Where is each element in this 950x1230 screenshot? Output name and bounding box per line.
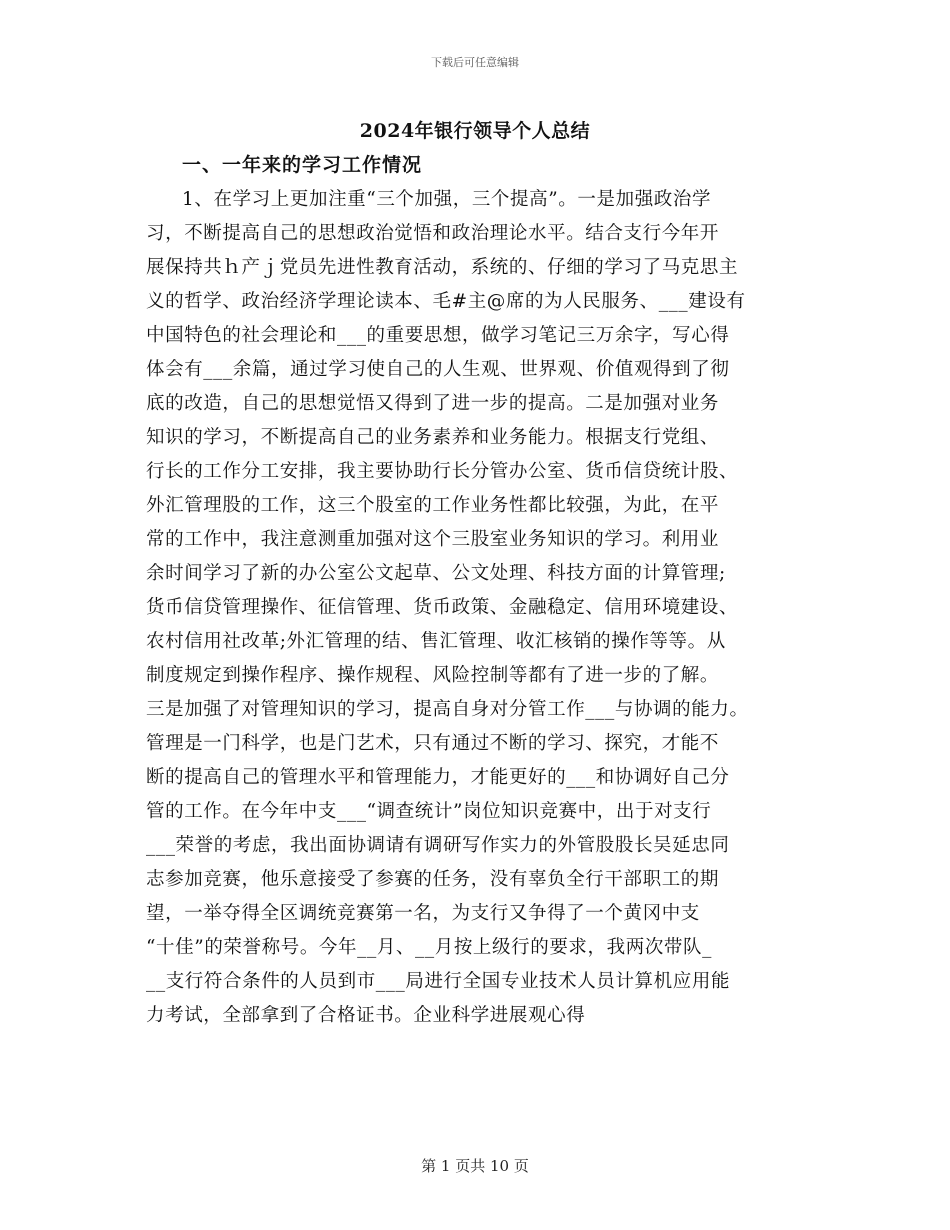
text-line: 1、在学习上更加注重“三个加强，三个提高”。一是加强政治学: [182, 189, 712, 210]
text-line: 中国特色的社会理论和___的重要思想，做学习笔记三万余字，写心得: [146, 325, 730, 346]
page-footer: 第 1 页共 10 页: [421, 1157, 529, 1175]
text-line: 底的改造，自己的思想觉悟又得到了进一步的提高。二是加强对业务: [146, 393, 720, 414]
text-line: 体会有___余篇，通过学习使自己的人生观、世界观、价值观得到了彻: [146, 359, 730, 380]
text-line: “十佳”的荣誉称号。今年__月、__月按上级行的要求，我两次带队_: [146, 937, 712, 958]
text-line: 管的工作。在今年中支___“调查统计”岗位知识竞赛中，出于对支行: [146, 801, 712, 822]
text-line: 知识的学习，不断提高自己的业务素养和业务能力。根据支行党组、: [146, 427, 720, 448]
text-line: 展保持共ｈ产ｊ党员先进性教育活动，系统的、仔细的学习了马克思主: [146, 257, 739, 278]
text-line: 断的提高自己的管理水平和管理能力，才能更好的___和协调好自己分: [146, 767, 730, 788]
text-line: 三是加强了对管理知识的学习，提高自身对分管工作___与协调的能力。: [146, 699, 749, 720]
header-note: 下载后可任意编辑: [431, 56, 519, 69]
text-line: 余时间学习了新的办公室公文起草、公文处理、科技方面的计算管理;: [146, 563, 726, 584]
text-line: 志参加竞赛，他乐意接受了参赛的任务，没有辜负全行干部职工的期: [146, 869, 720, 890]
text-line: 外汇管理股的工作，这三个股室的工作业务性都比较强，为此，在平: [146, 495, 720, 516]
text-line: 习，不断提高自己的思想政治觉悟和政治理论水平。结合支行今年开: [146, 223, 720, 244]
document-title: 2024年银行领导个人总结: [359, 120, 591, 142]
text-line: ___荣誉的考虑，我出面协调请有调研写作实力的外管股股长吴延忠同: [146, 835, 730, 856]
text-line: 义的哲学、政治经济学理论读本、毛#主@席的为人民服务、___建设有: [146, 291, 746, 312]
text-line: 行长的工作分工安排，我主要协助行长分管办公室、货币信贷统计股、: [146, 461, 739, 482]
text-line: 望，一举夺得全区调统竞赛第一名，为支行又争得了一个黄冈中支: [146, 903, 700, 924]
text-line: 管理是一门科学，也是门艺术，只有通过不断的学习、探究，才能不: [146, 733, 720, 754]
text-line: 常的工作中，我注意测重加强对这个三股室业务知识的学习。利用业: [146, 529, 720, 550]
text-line: __支行符合条件的人员到市___局进行全国专业技术人员计算机应用能: [146, 971, 731, 992]
text-line: 力考试，全部拿到了合格证书。企业科学进展观心得: [146, 1005, 586, 1026]
text-line: 制度规定到操作程序、操作规程、风险控制等都有了进一步的了解。: [146, 665, 720, 686]
text-line: 农村信用社改革;外汇管理的结、售汇管理、收汇核销的操作等等。从: [146, 631, 726, 652]
section-heading: 一、一年来的学习工作情况: [182, 154, 423, 176]
text-line: 货币信贷管理操作、征信管理、货币政策、金融稳定、信用环境建设、: [146, 597, 739, 618]
